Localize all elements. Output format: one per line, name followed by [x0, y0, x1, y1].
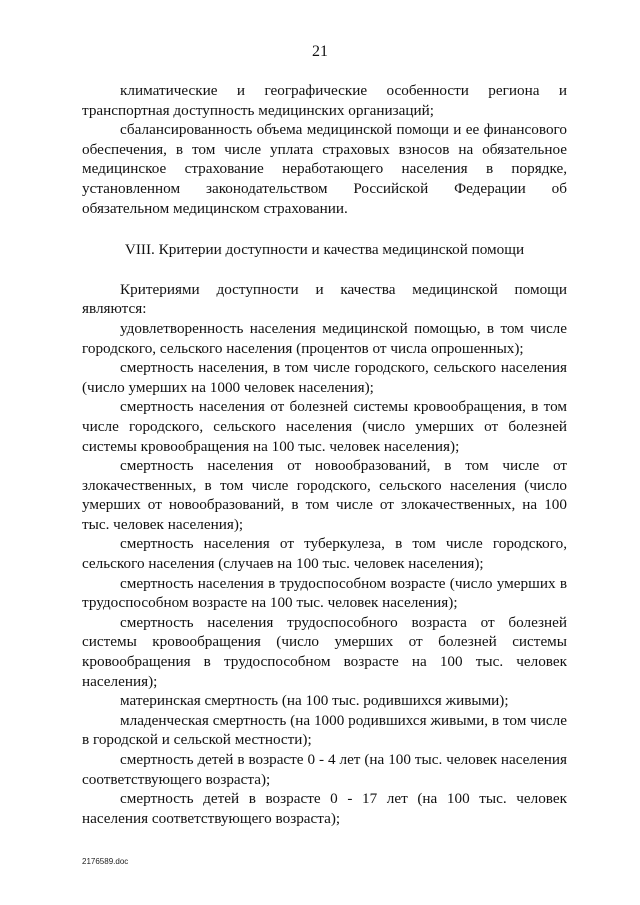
section-heading: VIII. Критерии доступности и качества медицинской помощи	[124, 241, 525, 259]
criterion-infant-mortality: младенческая смертность (на 1000 родившихся живыми, в том числе в городской и сельской местности);	[82, 711, 567, 749]
paragraph-balance: сбалансированность объема медицинской помощи и ее финансового обеспечения, в том числе уплата страховых взносов на обязательное медицинское страхование неработающего населения в порядке, установленном законодательством Российской Федерации об обязательном медицинском страховании.	[82, 121, 567, 217]
page-number: 21	[312, 43, 328, 60]
criterion-mortality: смертность населения, в том числе городского, сельского населения (число умерших на 1000 человек населения);	[82, 359, 567, 396]
criterion-mortality-working-age: смертность населения в трудоспособном возрасте (число умерших в трудоспособном возрасте на 100 тыс. человек населения);	[82, 574, 567, 612]
paragraph-climate: климатические и географические особенности региона и транспортная доступность медицинских организаций;	[82, 82, 567, 119]
paragraph-criteria-intro: Критериями доступности и качества медицинской помощи являются:	[82, 280, 567, 318]
criterion-maternal-mortality: материнская смертность (на 100 тыс. родившихся живыми);	[120, 692, 509, 710]
footer-filename: 2176589.doc	[82, 857, 129, 866]
criterion-satisfaction: удовлетворенность населения медицинской помощью, в том числе городского, сельского населения (процентов от числа опрошенных);	[82, 319, 567, 357]
criterion-mortality-neoplasms: смертность населения от новообразований, в том числе от злокачественных, в том числе городского, сельского населения (число умерших от новообразований, в том числе от злокачественных, на 100 тыс. человек населения);	[82, 457, 567, 533]
criterion-child-mortality-0-4: смертность детей в возрасте 0 - 4 лет (на 100 тыс. человек населения соответствующего возраста);	[82, 751, 567, 788]
criterion-mortality-circulatory: смертность населения от болезней системы кровообращения, в том числе городского, сельского населения (число умерших от болезней системы кровообращения на 100 тыс. человек населения);	[82, 398, 567, 455]
criterion-mortality-working-age-circulatory: смертность населения трудоспособного возраста от болезней системы кровообращения (число умерших от болезней системы кровообращения в трудоспособном возрасте на 100 тыс. человек населения);	[82, 613, 567, 690]
criterion-mortality-tuberculosis: смертность населения от туберкулеза, в том числе городского, сельского населения (случаев на 100 тыс. человек населения);	[82, 535, 567, 573]
document-body	[82, 81, 567, 828]
criterion-child-mortality-0-17: смертность детей в возрасте 0 - 17 лет (на 100 тыс. человек населения соответствующего возраста);	[82, 790, 567, 827]
